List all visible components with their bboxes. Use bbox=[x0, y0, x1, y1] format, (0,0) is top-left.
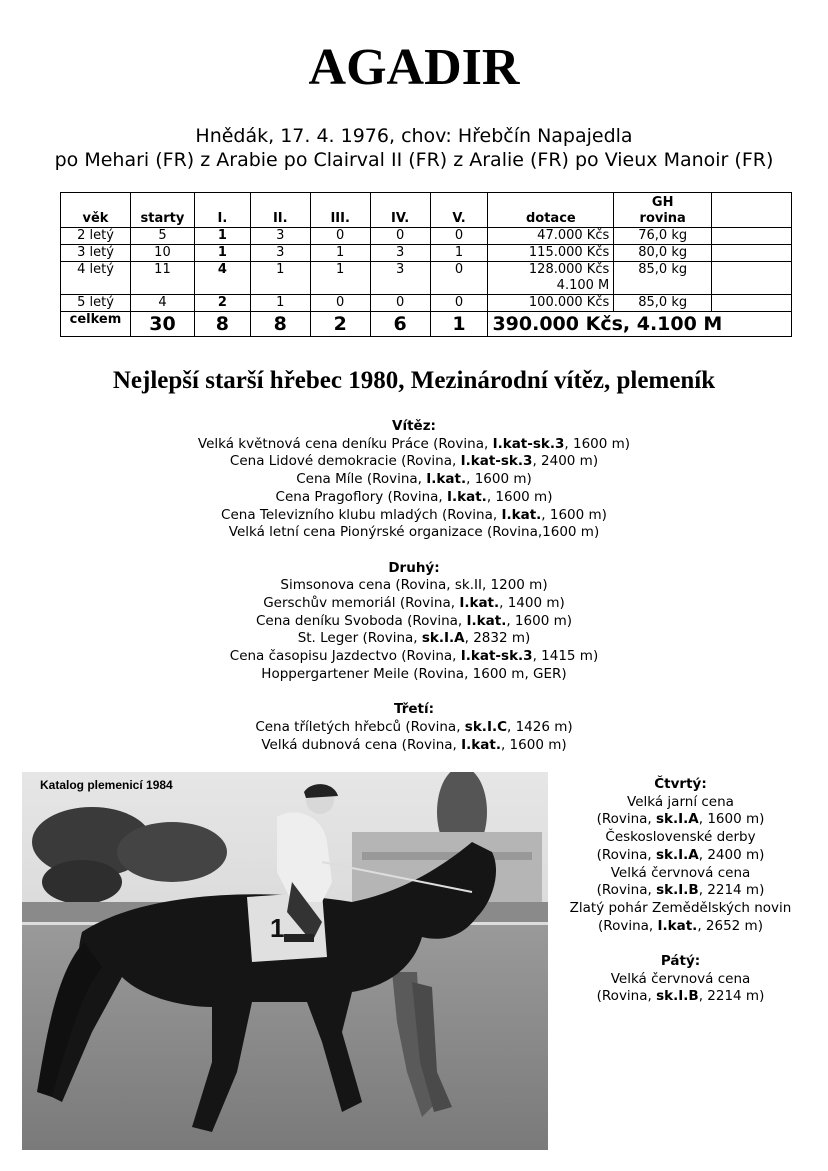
cell-first: 1 bbox=[194, 228, 250, 245]
race-entry-bold: I.kat-sk.3 bbox=[460, 453, 533, 470]
race-entry bbox=[0, 648, 828, 666]
race-entry-pre: (Rovina, bbox=[596, 846, 657, 863]
header-fourth: IV. bbox=[370, 193, 430, 228]
cell-prize: 47.000 Kčs bbox=[488, 228, 614, 245]
cell-fourth: 3 bbox=[370, 262, 430, 295]
cell-fifth: 0 bbox=[430, 262, 488, 295]
third-list bbox=[0, 719, 828, 754]
race-entry-post: , 2214 m) bbox=[698, 988, 765, 1005]
race-entry-pre: Velká červnová cena bbox=[610, 970, 751, 987]
horse-details: Hnědák, 17. 4. 1976, chov: Hřebčín Napajedla bbox=[195, 125, 633, 147]
total-fourth: 6 bbox=[370, 312, 430, 337]
cell-age: 2 letý bbox=[61, 228, 131, 245]
header-first: I. bbox=[194, 193, 250, 228]
race-entry-pre: Simsonova cena (Rovina, sk.II, 1200 m) bbox=[280, 577, 548, 594]
cell-first: 1 bbox=[194, 245, 250, 262]
race-entry-pre: Cena Lidové demokracie (Rovina, bbox=[229, 453, 461, 470]
cell-first: 2 bbox=[194, 295, 250, 312]
race-entry bbox=[0, 453, 828, 471]
race-entry bbox=[548, 847, 813, 865]
race-entry-post: , 1415 m) bbox=[532, 648, 599, 665]
header-fifth: V. bbox=[430, 193, 488, 228]
race-entry bbox=[548, 794, 813, 812]
race-entry-bold: I.kat. bbox=[426, 471, 467, 488]
race-results-side bbox=[548, 776, 813, 1006]
race-entry bbox=[0, 719, 828, 737]
race-entry-pre: (Rovina, bbox=[596, 882, 657, 899]
race-entry-bold: sk.I.B bbox=[656, 988, 699, 1005]
total-second: 8 bbox=[250, 312, 310, 337]
cell-age: 5 letý bbox=[61, 295, 131, 312]
header-second: II. bbox=[250, 193, 310, 228]
race-entry-bold: sk.I.A bbox=[421, 630, 465, 647]
race-entry-post: , 1600 m) bbox=[500, 736, 567, 753]
race-entry-post: , 2652 m) bbox=[697, 917, 763, 934]
race-entry-bold: sk.I.B bbox=[656, 882, 699, 899]
header-prize: dotace bbox=[488, 193, 614, 228]
race-entry-bold: I.kat. bbox=[501, 506, 542, 523]
cell-second: 3 bbox=[250, 245, 310, 262]
race-entry bbox=[548, 971, 813, 989]
race-entry-post: , 2400 m) bbox=[532, 453, 599, 470]
cell-prize: 115.000 Kčs bbox=[488, 245, 614, 262]
race-entry-pre: Velká dubnová cena (Rovina, bbox=[261, 736, 462, 753]
header-starts: starty bbox=[130, 193, 194, 228]
table-row bbox=[61, 262, 792, 295]
race-entry bbox=[548, 882, 813, 900]
race-results bbox=[0, 418, 828, 754]
header-empty bbox=[712, 193, 792, 228]
cell-age: 3 letý bbox=[61, 245, 131, 262]
race-entry-bold: sk.I.C bbox=[464, 718, 507, 735]
race-entry-pre: Velká červnová cena bbox=[610, 864, 751, 881]
total-third: 2 bbox=[310, 312, 370, 337]
pedigree-line: po Mehari (FR) z Arabie po Clairval II (FR) z Aralie (FR) po Vieux Manoir (FR) bbox=[54, 149, 774, 171]
race-entry-pre: (Rovina, bbox=[598, 917, 658, 934]
cell-gh: 85,0 kg bbox=[614, 262, 712, 295]
cell-starts: 5 bbox=[130, 228, 194, 245]
race-entry bbox=[0, 613, 828, 631]
header-gh bbox=[614, 193, 712, 228]
cell-prize-marks: 4.100 M bbox=[556, 278, 610, 293]
race-entry-pre: Cena časopisu Jazdectvo (Rovina, bbox=[229, 648, 461, 665]
cell-prize bbox=[488, 262, 614, 295]
race-entry-pre: Československé derby bbox=[605, 829, 756, 846]
fifth-heading: Pátý: bbox=[660, 953, 701, 970]
cell-second: 1 bbox=[250, 262, 310, 295]
race-entry bbox=[0, 737, 828, 755]
race-entry-post: , 1400 m) bbox=[499, 595, 565, 612]
race-entry bbox=[0, 577, 828, 595]
racing-stats-table bbox=[60, 192, 792, 337]
cell-gh: 80,0 kg bbox=[614, 245, 712, 262]
cell-first: 4 bbox=[194, 262, 250, 295]
race-entry-post: , 1600 m) bbox=[486, 488, 553, 505]
cell-fifth: 0 bbox=[430, 228, 488, 245]
race-entry-post: , 1600 m) bbox=[564, 435, 631, 452]
cell-third: 0 bbox=[310, 295, 370, 312]
total-prize: 390.000 Kčs, 4.100 M bbox=[488, 312, 792, 337]
cell-fifth: 0 bbox=[430, 295, 488, 312]
race-entry-pre: Cena Míle (Rovina, bbox=[296, 471, 427, 488]
race-entry-pre: Cena Pragoflory (Rovina, bbox=[275, 488, 447, 505]
header-gh-line2: rovina bbox=[639, 211, 686, 226]
cell-starts: 11 bbox=[130, 262, 194, 295]
race-entry-post: , 1600 m) bbox=[541, 506, 607, 523]
race-entry-post: , 1600 m) bbox=[698, 811, 765, 828]
race-entry bbox=[0, 489, 828, 507]
second-list bbox=[0, 577, 828, 683]
race-entry-post: , 2832 m) bbox=[464, 630, 531, 647]
cell-gh: 85,0 kg bbox=[614, 295, 712, 312]
race-entry-bold: I.kat. bbox=[461, 736, 501, 753]
cell-starts: 4 bbox=[130, 295, 194, 312]
cell-empty bbox=[712, 245, 792, 262]
table-row bbox=[61, 295, 792, 312]
cell-starts: 10 bbox=[130, 245, 194, 262]
cell-prize-kcs: 128.000 Kčs bbox=[528, 262, 610, 277]
total-label: celkem bbox=[61, 312, 131, 337]
race-entry-pre: Gerschův memoriál (Rovina, bbox=[263, 595, 460, 612]
race-entry bbox=[548, 918, 813, 936]
race-entry-pre: Cena Televizního klubu mladých (Rovina, bbox=[221, 506, 502, 523]
wins-list bbox=[0, 436, 828, 542]
race-entry-pre: Cena tříletých hřebců (Rovina, bbox=[255, 718, 465, 735]
cell-third: 1 bbox=[310, 262, 370, 295]
horse-and-jockey-image bbox=[22, 772, 548, 1150]
horse-photo bbox=[22, 772, 548, 1150]
cell-third: 0 bbox=[310, 228, 370, 245]
total-fifth: 1 bbox=[430, 312, 488, 337]
cell-fifth: 1 bbox=[430, 245, 488, 262]
race-entry bbox=[548, 829, 813, 847]
wins-heading: Vítěz: bbox=[392, 418, 436, 434]
race-entry-pre: (Rovina, bbox=[596, 811, 657, 828]
page-title: AGADIR bbox=[308, 39, 520, 96]
race-entry-bold: sk.I.A bbox=[656, 846, 699, 863]
header-age: věk bbox=[61, 193, 131, 228]
race-entry-post: , 1600 m) bbox=[506, 612, 572, 629]
race-entry-post: , 2400 m) bbox=[698, 846, 765, 863]
cell-gh: 76,0 kg bbox=[614, 228, 712, 245]
header-third: III. bbox=[310, 193, 370, 228]
race-entry-bold: I.kat. bbox=[657, 917, 698, 934]
total-starts: 30 bbox=[130, 312, 194, 337]
cell-prize: 100.000 Kčs bbox=[488, 295, 614, 312]
achievements-headline: Nejlepší starší hřebec 1980, Mezinárodní vítěz, plemeník bbox=[112, 367, 716, 394]
race-entry bbox=[0, 507, 828, 525]
table-row bbox=[61, 245, 792, 262]
race-entry-pre: Hoppergartener Meile (Rovina, 1600 m, GER) bbox=[261, 665, 567, 682]
cell-fourth: 3 bbox=[370, 245, 430, 262]
cell-empty bbox=[712, 262, 792, 295]
race-entry bbox=[0, 436, 828, 454]
race-entry bbox=[548, 900, 813, 918]
race-entry bbox=[548, 988, 813, 1006]
race-entry bbox=[0, 595, 828, 613]
race-entry bbox=[0, 630, 828, 648]
saddle-number: 1 bbox=[270, 913, 285, 943]
cell-fourth: 0 bbox=[370, 228, 430, 245]
photo-caption: Katalog plemenicí 1984 bbox=[40, 778, 173, 792]
race-entry-bold: I.kat. bbox=[446, 488, 487, 505]
total-first: 8 bbox=[194, 312, 250, 337]
race-entry bbox=[0, 666, 828, 684]
table-row bbox=[61, 228, 792, 245]
cell-fourth: 0 bbox=[370, 295, 430, 312]
third-heading: Třetí: bbox=[393, 701, 435, 718]
race-entry-pre: Velká jarní cena bbox=[627, 793, 734, 810]
race-entry-pre: Velká letní cena Pionýrské organizace (Rovina,1600 m) bbox=[228, 524, 600, 541]
race-entry-bold: sk.I.A bbox=[656, 811, 699, 828]
cell-third: 1 bbox=[310, 245, 370, 262]
second-heading: Druhý: bbox=[388, 559, 440, 576]
race-entry-post: , 1426 m) bbox=[507, 718, 573, 735]
cell-age: 4 letý bbox=[61, 262, 131, 295]
fourth-heading: Čtvrtý: bbox=[654, 776, 707, 792]
cell-second: 1 bbox=[250, 295, 310, 312]
fifth-list bbox=[548, 971, 813, 1006]
race-entry bbox=[0, 524, 828, 542]
race-entry-post: , 2214 m) bbox=[698, 882, 765, 899]
cell-empty bbox=[712, 295, 792, 312]
table-header-row bbox=[61, 193, 792, 228]
race-entry-pre: St. Leger (Rovina, bbox=[297, 630, 422, 647]
cell-second: 3 bbox=[250, 228, 310, 245]
race-entry-bold: I.kat. bbox=[466, 612, 507, 629]
race-entry-post: , 1600 m) bbox=[466, 471, 532, 488]
race-entry-pre: Velká květnová cena deníku Práce (Rovina, bbox=[197, 435, 493, 452]
race-entry-bold: I.kat-sk.3 bbox=[492, 435, 565, 452]
header-gh-line1: GH bbox=[651, 195, 674, 210]
race-entry bbox=[0, 471, 828, 489]
table-total-row bbox=[61, 312, 792, 337]
race-entry-pre: Cena deníku Svoboda (Rovina, bbox=[256, 612, 467, 629]
fourth-list bbox=[548, 794, 813, 936]
race-entry-pre: Zlatý pohár Zemědělských novin bbox=[569, 899, 792, 916]
race-entry bbox=[548, 811, 813, 829]
race-entry-bold: I.kat. bbox=[459, 595, 500, 612]
race-entry-pre: (Rovina, bbox=[596, 988, 657, 1005]
race-entry bbox=[548, 865, 813, 883]
cell-empty bbox=[712, 228, 792, 245]
race-entry-bold: I.kat-sk.3 bbox=[460, 648, 533, 665]
